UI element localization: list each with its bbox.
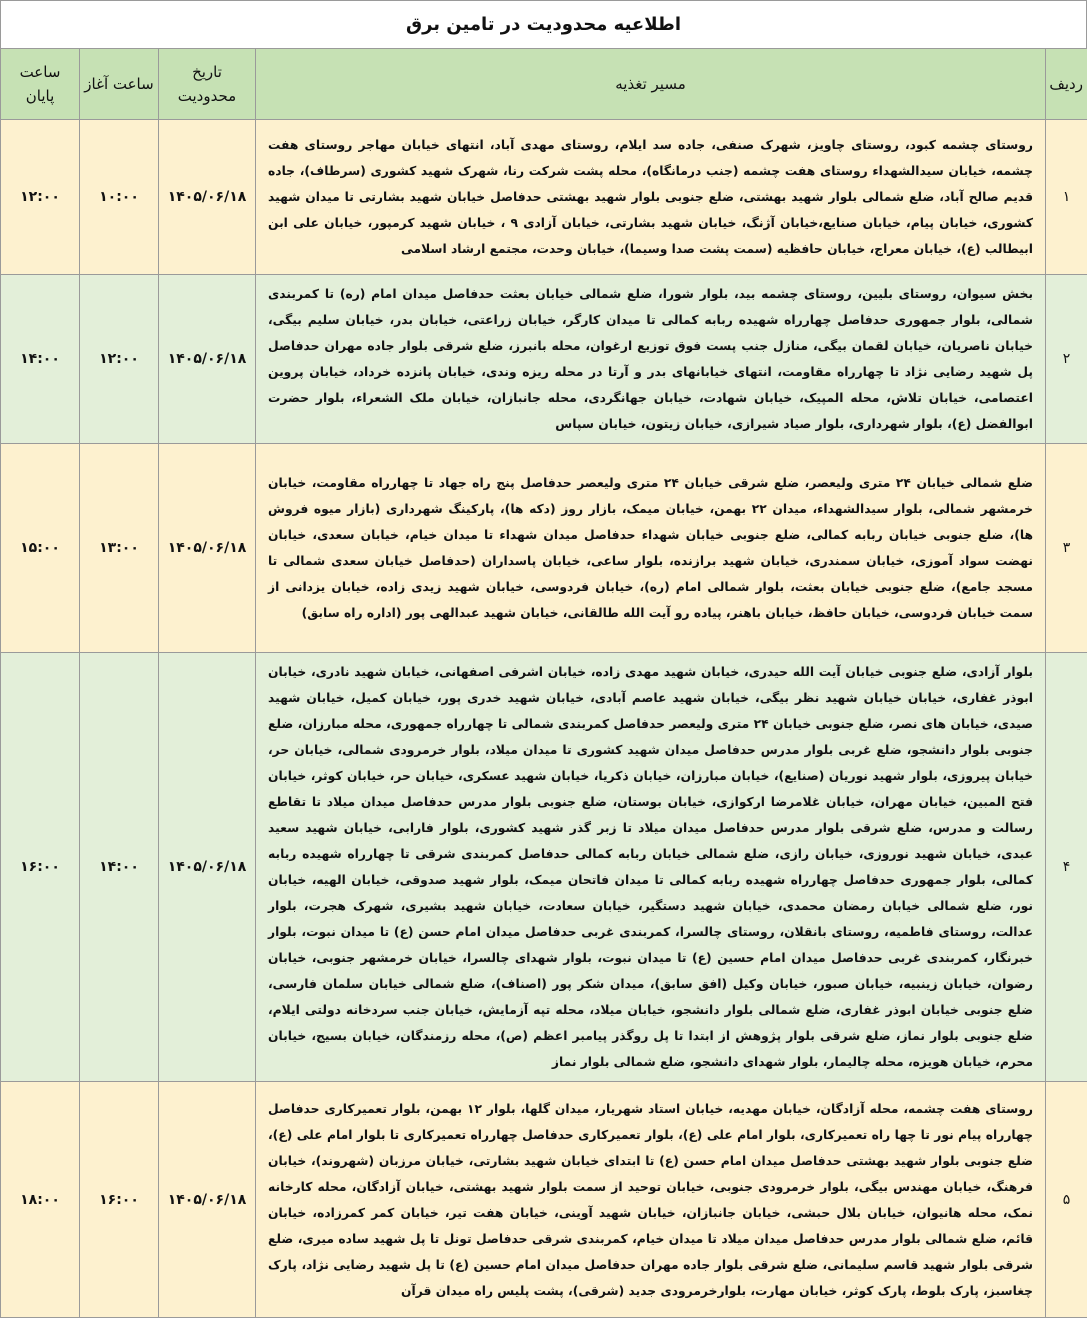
route-cell: روستای هفت چشمه، محله آزادگان، خیابان مهدیه، خیابان استاد شهریار، میدان گلها، بلوار ۱۲ بهمن، بلوار تعمیرکاری حدفاصل چهارراه پیام نور تا چها راه تعمیرکاری، بلوار امام علی (ع)، بلوار تعمیرکاری حدفاصل چهارراه تعمیرکاری تا بلوار امام علی (ع)، ضلع جنوبی بلوار شهید بهشتی حدفاصل میدان امام حسن (ع) تا ابتدای خیابان شهید بشارتی، خیابان مرزبان (شهروند)، خیابان فرهنگ، خیابان مهندس بیگی، بلوار خرمرودی جنوبی، خیابان توحید از سمت بلوار شهید بهشتی، خیابان آزادگان، محله کارخانه نمک، محله هانیوان، خیابان بلال حبشی، خیابان جانبازان، خیابان شهید آوینی، خیابان هفت تیر، خیابان کمر کمرزاده، خیابان قائم، ضلع شمالی بلوار مدرس حدفاصل میدان میلاد تا میدان خیام، کمربندی شرقی حدفاصل تونل تا پل شهید ساده میری، ضلع شرقی بلوار شهید قاسم سلیمانی، ضلع شرقی بلوار جاده مهران حدفاصل میدان امام حسین (ع) تا پل شهید رضایی نژاد، پارک چغاسبز، پارک بلوط، پارک کوثر، خیابان مهارت، بلوارخرمرودی جدید (شرقی)، پشت پلیس راه میدان قرآن bbox=[256, 1082, 1046, 1318]
table-row bbox=[1, 275, 1087, 444]
route-cell: بخش سیوان، روستای بلیین، روستای چشمه بید، بلوار شورا، ضلع شمالی خیابان بعثت حدفاصل میدان امام (ره) تا کمربندی شمالی، بلوار جمهوری حدفاصل چهارراه شهیده ربابه کمالی تا میدان کارگر، خیابان زراعتی، خیابان بدر، خیابان سلیم بیگی، خیابان ناصریان، خیابان لقمان بیگی، منازل جنب پست فوق توزیع ارغوان، محله بانبرز، ضلع شرقی بلوار جاده مهران حدفاصل پل شهید رضایی نژاد تا چهارراه مقاومت، انتهای خیابانهای بدر و آرتا در محله ریزه وندی، خیابان پانزده خرداد، خیابان پروین اعتصامی، خیابان تلاش، محله المپیک، خیابان شهادت، خیابان جهانگردی، محله جانبازان، خیابان ملک الشعراء، بلوار حضرت ابوالفضل (ع)، بلوار شهرداری، بلوار صیاد شیرازی، خیابان زیتون، خیابان سپاس bbox=[256, 275, 1046, 444]
table-row bbox=[1, 444, 1087, 653]
date-cell: ۱۴۰۵/۰۶/۱۸ bbox=[159, 1082, 256, 1318]
end-time-cell: ۱۴:۰۰ bbox=[1, 275, 80, 444]
header-row-number: ردیف bbox=[1046, 49, 1087, 120]
end-time-cell: ۱۸:۰۰ bbox=[1, 1082, 80, 1318]
row-number: ۴ bbox=[1046, 653, 1087, 1082]
start-time-cell: ۱۴:۰۰ bbox=[80, 653, 159, 1082]
header-end-time: ساعت پایان bbox=[1, 49, 80, 120]
page-title: اطلاعیه محدودیت در تامین برق bbox=[406, 14, 681, 35]
start-time-cell: ۱۶:۰۰ bbox=[80, 1082, 159, 1318]
outage-table bbox=[0, 48, 1087, 1318]
title-bar bbox=[0, 0, 1087, 48]
row-number: ۵ bbox=[1046, 1082, 1087, 1318]
date-cell: ۱۴۰۵/۰۶/۱۸ bbox=[159, 444, 256, 653]
row-number: ۲ bbox=[1046, 275, 1087, 444]
route-cell: روستای چشمه کبود، روستای چاویز، شهرک صنفی، جاده سد ایلام، روستای مهدی آباد، انتهای خیابان مهاجر روستای هفت چشمه، خیابان سیدالشهداء روستای هفت چشمه (جنب درمانگاه)، محله پشت شرکت رنا، شهرک شهید کشوری (سرطاف)، جاده قدیم صالح آباد، ضلع شمالی بلوار شهید بهشتی، ضلع جنوبی بلوار شهید بهشتی حدفاصل خیابان شهید بشارتی تا میدان شهید کشوری، خیابان پیام، خیابان صنایع،خیابان آژنگ، خیابان شهید بشارتی، خیابان آزادی ۹ ، خیابان شهید کرمپور، خیابان علی ابن ابیطالب (ع)، خیابان معراج، خیابان حافظیه (سمت پشت صدا وسیما)، خیابان وحدت، مجتمع ارشاد اسلامی bbox=[256, 120, 1046, 275]
table-header-row bbox=[1, 49, 1087, 120]
row-number: ۱ bbox=[1046, 120, 1087, 275]
route-cell: بلوار آزادی، ضلع جنوبی خیابان آیت الله حیدری، خیابان شهید مهدی زاده، خیابان اشرفی اصفهانی، خیابان شهید نادری، خیابان ابوذر غفاری، خیابان خیابان شهید نظر بیگی، خیابان شهید عاصم آبادی، خیابان شهید خدری پور، خیابان کمیل، خیابان شهید صیدی، خیابان های نصر، ضلع جنوبی خیابان ۲۴ متری ولیعصر حدفاصل کمربندی شمالی تا چهارراه جمهوری، محله مبارزان، ضلع جنوبی بلوار دانشجو، ضلع غربی بلوار مدرس حدفاصل میدان شهید کشوری تا میدان میلاد، بلوار خرمرودی شمالی، خیابان حر، خیابان پیروزی، بلوار شهید نوریان (صنایع)، خیابان مبارزان، خیابان ذکریا، خیابان شهید عسکری، خیابان حر، خیابان کوثر، خیابان فتح المبین، خیابان مهران، خیابان غلامرضا ارکوازی، خیابان بوستان، ضلع جنوبی بلوار مدرس حدفاصل میدان میلاد تا تقاطع رسالت و مدرس، ضلع شرقی بلوار مدرس حدفاصل میدان میلاد تا زبر گذر شهید کشوری، بلوار فارابی، خیابان شهید سعید عبدی، خیابان شهید نوروزی، خیابان رازی، ضلع شمالی خیابان ربابه کمالی حدفاصل کمربندی شرقی تا چهارراه شهیده ربابه کمالی، بلوار جمهوری حدفاصل چهارراه شهیده ربابه کمالی تا میدان فاتحان میمک، بلوار شهید صدوقی، خیابان الهیه، خیابان نور، ضلع شمالی خیابان رمضان محمدی، خیابان شهید دستگیر، خیابان سعادت، خیابان شهید بشیری، شهرک هجرت، بلوار عدالت، روستای فاطمیه، روستای بانقلان، روستای چالسرا، کمربندی غربی حدفاصل میدان امام حسن (ع) تا میدان نبوت، بلوار خبرنگار، کمربندی غربی حدفاصل میدان امام حسین (ع) تا میدان نبوت، بلوار شهدای چالسرا، خیابان خرمشهر جنوبی، خیابان رضوان، خیابان زینبیه، خیابان صبور، خیابان وکیل (افق سابق)، میدان شکر پور (اصناف)، ضلع شمالی خیابان سلمان فارسی، ضلع جنوبی خیابان ابوذر غفاری، ضلع شمالی بلوار دانشجو، خیابان میلاد، محله تپه آزمایش، خیابان جنب سردخانه دولتی ایلام، ضلع جنوبی بلوار نماز، ضلع شرقی بلوار پژوهش از ابتدا تا پل روگذر پیامبر اعظم (ص)، محله رزمندگان، خیابان بسیج، خیابان محرم، خیابان هویزه، محله چالیمار، بلوار شهدای دانشجو، ضلع شمالی بلوار نماز bbox=[256, 653, 1046, 1082]
start-time-cell: ۱۳:۰۰ bbox=[80, 444, 159, 653]
start-time-cell: ۱۲:۰۰ bbox=[80, 275, 159, 444]
end-time-cell: ۱۵:۰۰ bbox=[1, 444, 80, 653]
date-cell: ۱۴۰۵/۰۶/۱۸ bbox=[159, 120, 256, 275]
date-cell: ۱۴۰۵/۰۶/۱۸ bbox=[159, 275, 256, 444]
table-row bbox=[1, 653, 1087, 1082]
route-cell: ضلع شمالی خیابان ۲۴ متری ولیعصر، ضلع شرقی خیابان ۲۴ متری ولیعصر حدفاصل پنج راه جهاد تا چهارراه مقاومت، خیابان خرمشهر شمالی، بلوار سیدالشهداء، میدان ۲۲ بهمن، خیابان میمک، بازار روز (دکه ها)، پارکینگ شهرداری (بازار میوه فروش ها)، ضلع جنوبی خیابان ربابه کمالی، ضلع جنوبی خیابان شهداء حدفاصل میدان شهداء تا میدان خیام، خیابان سعدی، خیابان نهضت سواد آموزی، خیابان سمندری، خیابان شهید برازنده، بلوار ساعی، خیابان پاسداران (حدفاصل خیابان سعدی شمالی تا مسجد جامع)، ضلع جنوبی خیابان بعثت، بلوار شمالی امام (ره)، خیابان فردوسی، خیابان شهید زیدی زاده، خیابان یزدانی از سمت خیابان فردوسی، خیابان حافظ، خیابان باهنر، پیاده رو آیت الله طالقانی، خیابان شهید عبدالهی پور (اداره راه سابق) bbox=[256, 444, 1046, 653]
start-time-cell: ۱۰:۰۰ bbox=[80, 120, 159, 275]
date-cell: ۱۴۰۵/۰۶/۱۸ bbox=[159, 653, 256, 1082]
header-start-time: ساعت آغاز bbox=[80, 49, 159, 120]
table-row bbox=[1, 1082, 1087, 1318]
row-number: ۳ bbox=[1046, 444, 1087, 653]
end-time-cell: ۱۲:۰۰ bbox=[1, 120, 80, 275]
end-time-cell: ۱۶:۰۰ bbox=[1, 653, 80, 1082]
header-date: تاریخ محدودیت bbox=[159, 49, 256, 120]
header-route: مسیر تغذیه bbox=[256, 49, 1046, 120]
table-row bbox=[1, 120, 1087, 275]
